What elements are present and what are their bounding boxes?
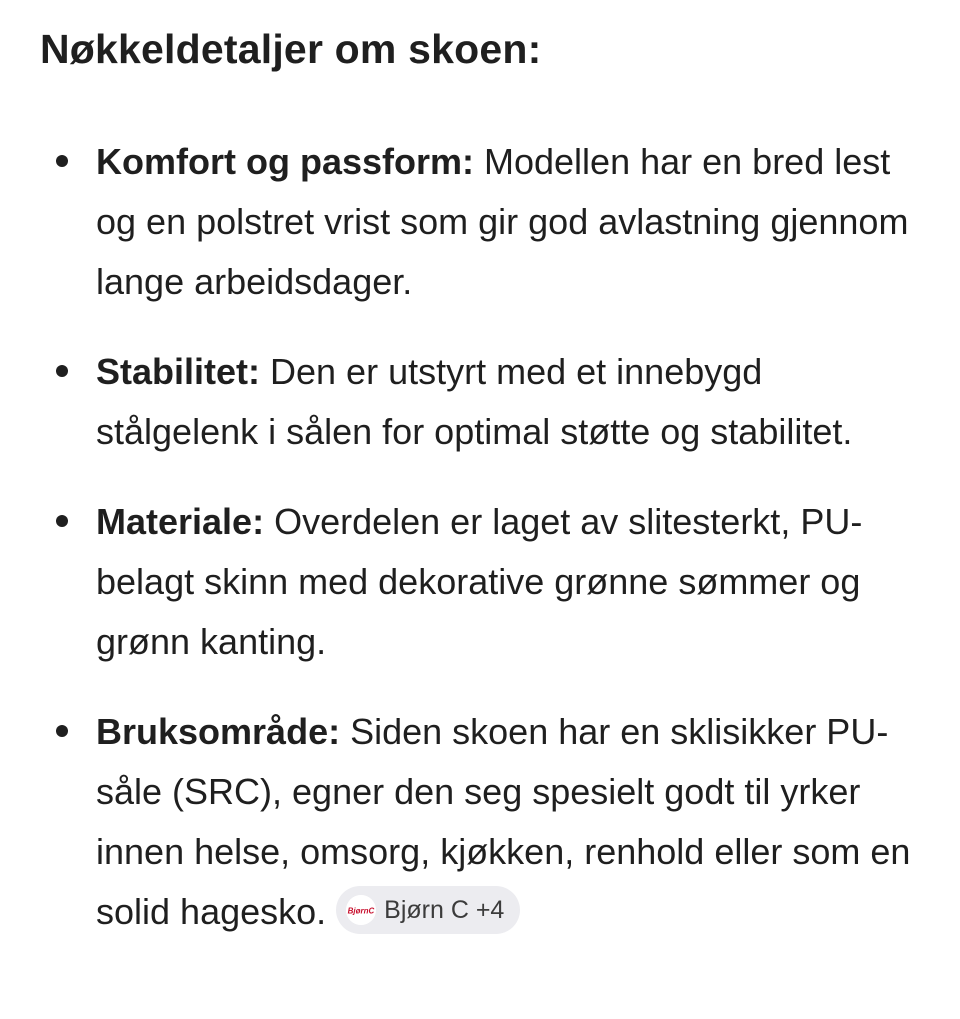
list-item-text: Modellen har en bred lest og en polstret vrist som gir god avlastning gjennom lange arbeidsdager. [96,141,909,302]
source-chip-label: Bjørn C +4 [384,896,505,925]
section-heading: Nøkkeldetaljer om skoen: [40,26,542,72]
list-item-label: Stabilitet: [96,351,261,392]
list-item-material [40,492,920,672]
list-item-label: Bruksområde: [96,711,341,752]
list-item-label: Materiale: [96,501,265,542]
bullet-icon [56,515,68,527]
svg-text:BjørnC: BjørnC [347,906,375,916]
key-details-list [40,132,920,942]
list-item-usage [40,702,920,942]
list-item-text: Siden skoen har en sklisikker PU-såle (SRC), egner den seg spesielt godt til yrker innen helse, omsorg, kjøkken, renhold eller som en solid hagesko. [96,711,911,932]
list-item-label: Komfort og passform: [96,141,474,182]
list-item-comfort [40,132,920,312]
list-item-text: Overdelen er laget av slitesterkt, PU-belagt skinn med dekorative grønne sømmer og grønn kanting. [96,501,863,662]
list-item-stability [40,342,920,462]
bullet-icon [56,725,68,737]
bullet-icon [56,155,68,167]
bullet-icon [56,365,68,377]
bjorn-c-logo-icon [346,895,376,925]
source-chip[interactable] [336,886,520,934]
list-item-text: Den er utstyrt med et innebygd stålgelenk i sålen for optimal støtte og stabilitet. [96,351,853,452]
